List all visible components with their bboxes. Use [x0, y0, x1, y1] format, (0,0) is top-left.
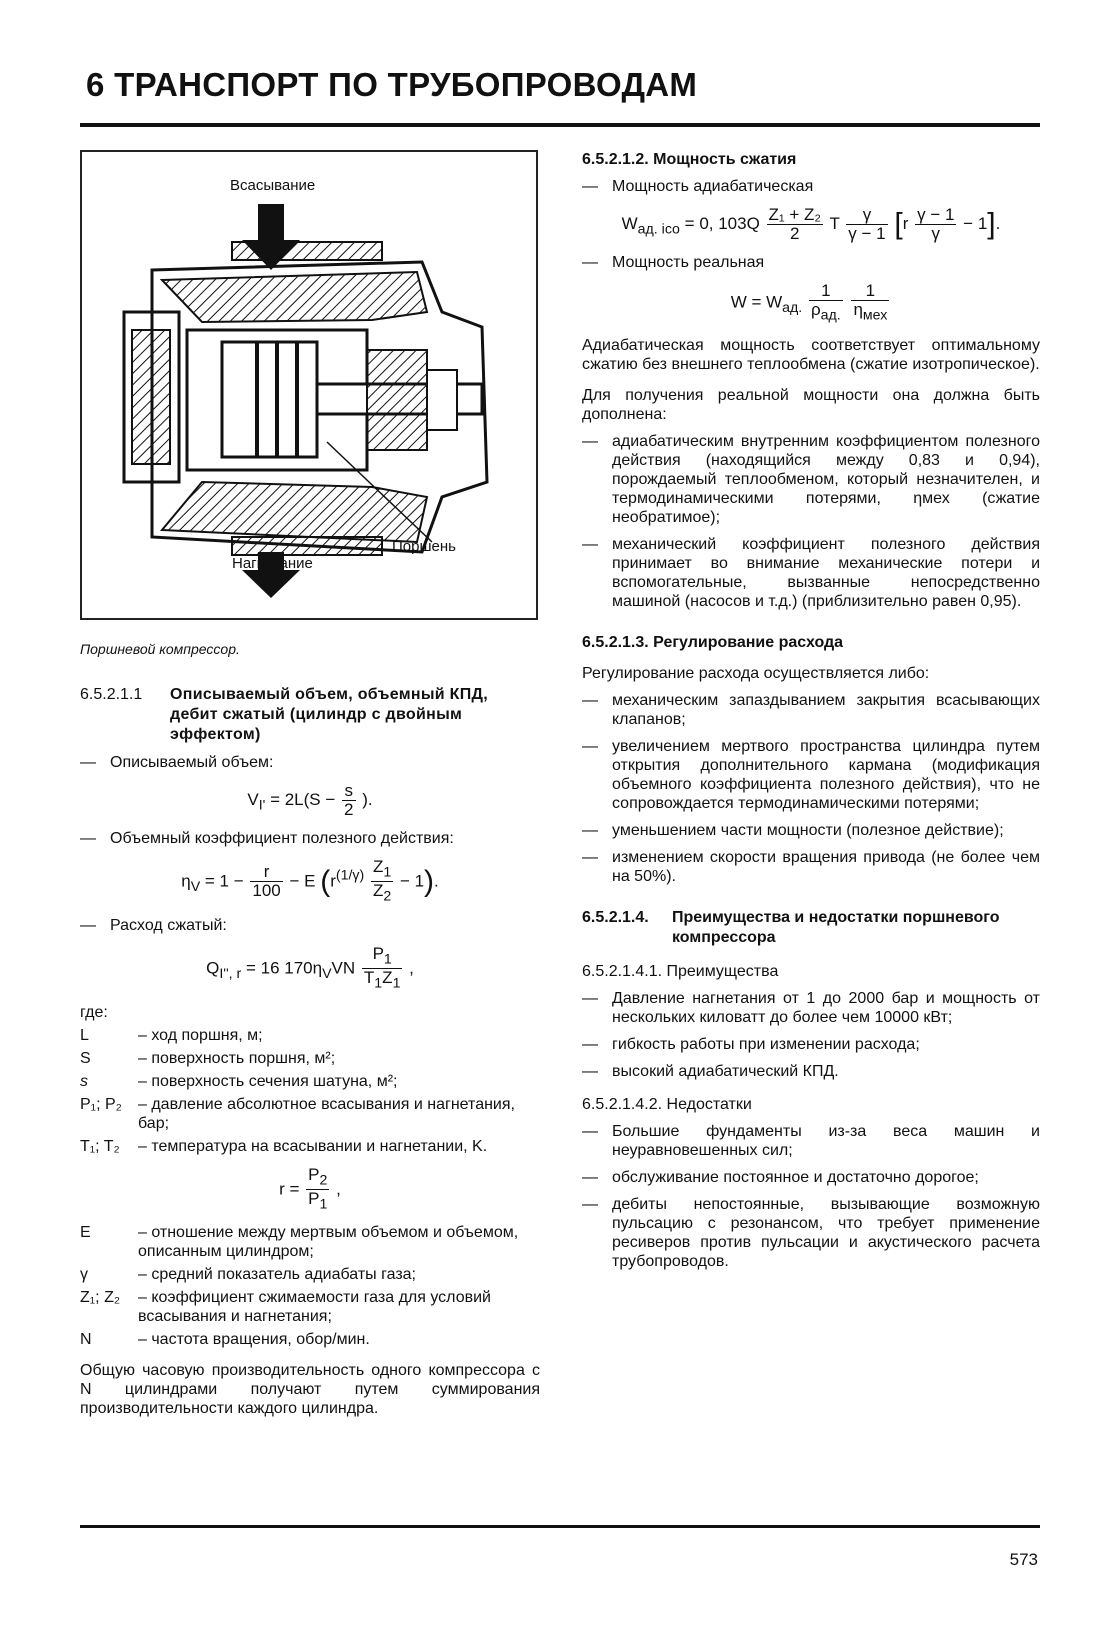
- definition-row: N – частота вращения, обор/мин.: [80, 1331, 370, 1349]
- formula-adiabatic-power: $W_{ад. ісо} = 0$, 103Q $\frac{\text{Z₁ + Z₂}}{2}$ T $\frac{\gamma}{\gamma - 1}$ [r $\frac{\gamma - 1}{\gamma}$ − 1].: [621, 205, 1001, 243]
- list-item: — Мощность адиабатическая: [582, 178, 814, 195]
- list-item: — механический коэффициент полезного действия принимает во внимание механические потери и вспомогательные, вызванные непосредственно машиной (насосов и т.д.) (приблизительно равен 0,95).: [582, 536, 1040, 611]
- list-item: — обслуживание постоянное и достаточно дорогое;: [582, 1169, 979, 1187]
- label-suction: Всасывание: [230, 177, 316, 194]
- formula-volume: $V_{I'} = 2L(S$ − $\frac{s}{2}$ ).: [247, 781, 373, 819]
- label-piston: Поршень: [392, 538, 456, 555]
- paragraph: Адиабатическая мощность соответствует оптимальному сжатию без внешнего теплообмена (сжатие изотропическое).: [582, 337, 1040, 374]
- header-rule: [80, 123, 1040, 127]
- section-number: 6.5.2.1.1: [80, 686, 143, 703]
- paragraph: Для получения реальной мощности она должна быть дополнена:: [582, 387, 1040, 424]
- formula-real-power: $W = W_{ад.}$ $\frac{1}{\rho_{ад.}}$ $\frac{1}{\eta_{мех}}$: [730, 281, 888, 324]
- subheading-disadvantages: 6.5.2.1.4.2. Недостатки: [582, 1096, 752, 1114]
- definition-row: Z₁; Z₂ – коэффициент сжимаемости газа для условий всасывания и нагнетания;: [80, 1289, 491, 1326]
- section-title: Описываемый объем, объемный КПД, дебит сжатый (цилиндр с двойным эффектом): [170, 686, 488, 743]
- list-item: — механическим запаздыванием закрытия всасывающих клапанов;: [582, 692, 1040, 729]
- label-discharge: Нагнетание: [232, 555, 313, 572]
- list-item: — Расход сжатый:: [80, 916, 227, 934]
- heading-compression-power: 6.5.2.1.2. Мощность сжатия: [582, 151, 797, 168]
- definition-row: T₁; T₂ – температура на всасывании и нагнетании, K.: [80, 1137, 488, 1155]
- paragraph: Регулирование расхода осуществляется либо:: [582, 665, 930, 683]
- definition-row: s – поверхность сечения шатуна, м²;: [80, 1072, 398, 1090]
- list-item: — дебиты непостоянные, вызывающие возможную пульсацию с резонансом, что требует применение ресиверов против пульсации и акустического расчета трубопроводов.: [582, 1196, 1040, 1271]
- list-item: — адиабатическим внутренним коэффициентом полезного действия (находящийся между 0,83 и 0,94), порождаемый теплообменом, который незначителен, и термодинамическими потерями, ηмех (сжатие необратимое);: [582, 433, 1040, 527]
- figure-caption: Поршневой компрессор.: [80, 641, 240, 657]
- formula-flow: $Q_{I'', r} = 16$ $170\eta_VVN$ $\frac{P_1}{T_1Z_1}$ ,: [206, 943, 414, 992]
- list-item: — гибкость работы при изменении расхода;: [582, 1036, 920, 1054]
- list-item: — уменьшением части мощности (полезное действие);: [582, 822, 1004, 840]
- summary-paragraph: Общую часовую производительность одного компрессора с N цилиндрами получают путем суммирования производительности каждого цилиндра.: [80, 1362, 540, 1418]
- right-column: [582, 150, 1040, 1271]
- compressor-figure: [80, 150, 538, 620]
- heading-flow-regulation: 6.5.2.1.3. Регулирование расхода: [582, 634, 844, 652]
- subheading-advantages: 6.5.2.1.4.1. Преимущества: [582, 963, 779, 981]
- compressor-drawing: [82, 152, 536, 618]
- page-header-title: 6 ТРАНСПОРТ ПО ТРУБОПРОВОДАМ: [86, 66, 698, 103]
- left-column: [80, 150, 540, 1418]
- list-item: — Описываемый объем:: [80, 754, 274, 771]
- list-item: — Мощность реальная: [582, 254, 765, 271]
- definition-row: L – ход поршня, м;: [80, 1026, 263, 1044]
- definition-row: S – поверхность поршня, м²;: [80, 1049, 336, 1067]
- section-heading-6-5-2-1-1: [80, 685, 540, 745]
- formula-r: r = $\frac{P_2}{P_1}$ ,: [279, 1164, 341, 1213]
- list-item: — Давление нагнетания от 1 до 2000 бар и мощность от нескольких киловатт до более чем 10000 кВт;: [582, 990, 1040, 1027]
- definition-row: P₁; P₂ – давление абсолютное всасывания и нагнетания, бар;: [80, 1095, 515, 1132]
- list-item: — Большие фундаменты из-за веса машин и неуравновешенных сил;: [582, 1123, 1040, 1160]
- list-item: — высокий адиабатический КПД.: [582, 1063, 839, 1081]
- list-item: — увеличением мертвого пространства цилиндра путем открытия дополнительного кармана (модификация объемного коэффициента полезного действия), что не сопровождается термодинамическими потерями;: [582, 738, 1040, 813]
- page-number: 573: [1009, 1550, 1038, 1569]
- list-item: — Объемный коэффициент полезного действия:: [80, 830, 454, 847]
- footer-rule: [80, 1525, 1040, 1528]
- where-label: где:: [80, 1003, 108, 1021]
- formula-efficiency: $\eta_V = 1$ − $\frac{r}{100}$ − E ($r^{(1/\gamma)}$ $\frac{Z_1}{Z_2}$ − 1).: [181, 857, 439, 905]
- definition-row: γ – средний показатель адиабаты газа;: [80, 1266, 416, 1284]
- definition-row: E – отношение между мертвым объемом и объемом, описанным цилиндром;: [80, 1224, 519, 1261]
- list-item: — изменением скорости вращения привода (не более чем на 50%).: [582, 849, 1040, 886]
- heading-advantages-disadvantages: 6.5.2.1.4. Преимущества и недостатки поршневого компрессора: [582, 909, 1000, 947]
